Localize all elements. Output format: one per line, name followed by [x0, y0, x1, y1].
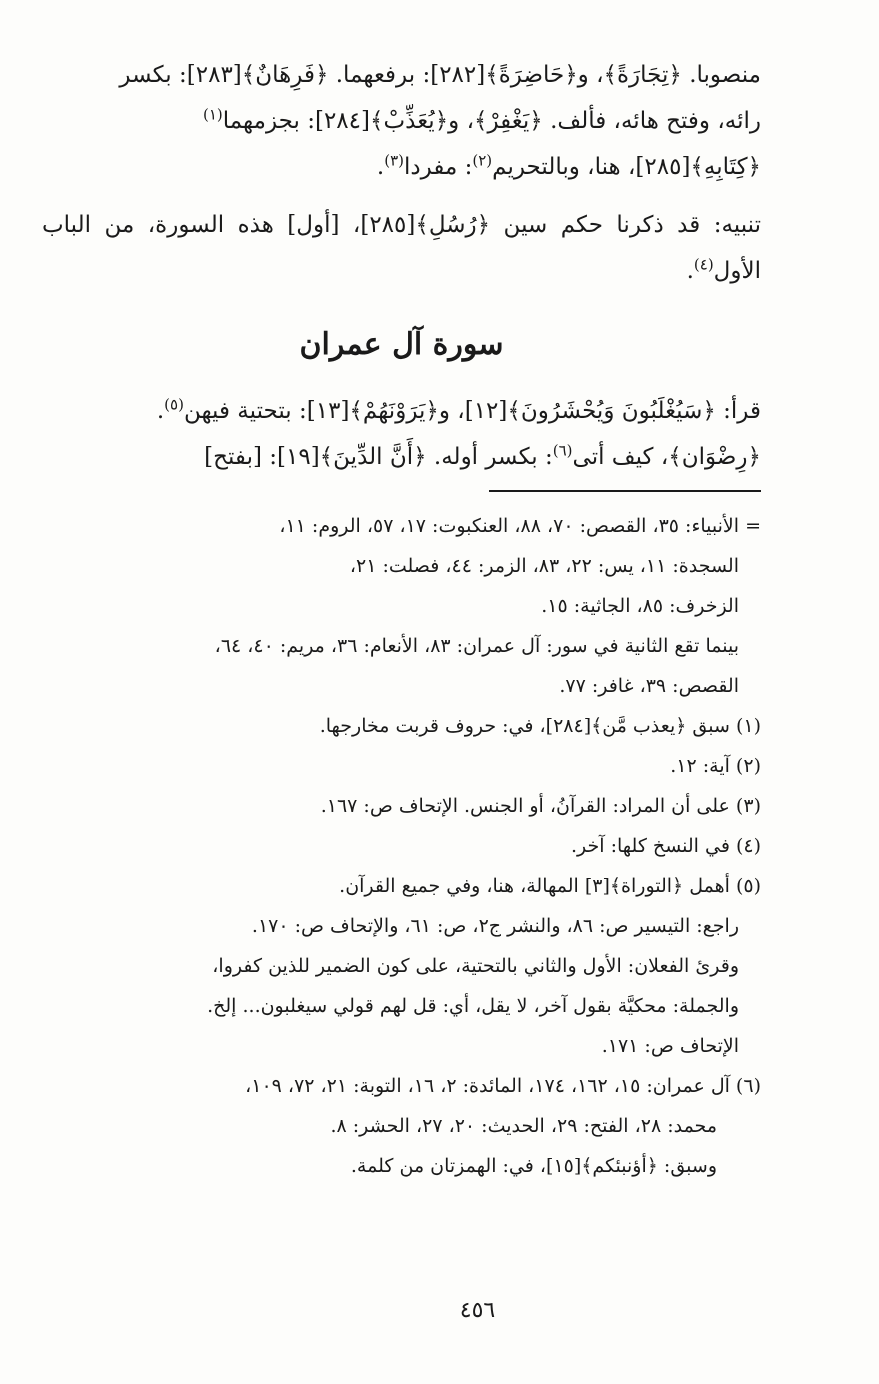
footnote-line: راجع: التيسير ص: ٨٦، والنشر ج٢، ص: ٦١، والإتحاف ص: ١٧٠.	[251, 915, 739, 937]
paragraph-readings-aal-imran	[42, 388, 761, 480]
footnote-line: بينما تقع الثانية في سور: آل عمران: ٨٣، الأنعام: ٣٦، مريم: ٤٠، ٦٤،	[214, 635, 739, 657]
footnote-line: وقرئ الفعلان: الأول والثاني بالتحتية، على كون الضمير للذين كفروا،	[212, 955, 739, 977]
footnote-ref: (٢)	[472, 151, 493, 170]
footnote-line: (٣) على أن المراد: القرآنُ، أو الجنس. الإتحاف ص: ١٦٧.	[320, 795, 761, 817]
footnote-ref: (٦)	[552, 441, 573, 460]
text-line: رائه، وفتح هائه، فألف. ﴿يَغْفِرْ﴾، و﴿يُعَذِّبْ﴾[٢٨٤]: بجزمهما	[222, 108, 761, 134]
note-end: .	[686, 258, 694, 284]
page	[42, 52, 761, 1186]
footnote-ref: (٤)	[693, 255, 714, 274]
text-line: قرأ: ﴿سَيُغْلَبُونَ وَيُحْشَرُونَ﴾[١٢]، و﴿يَرَوْنَهُمْ﴾[١٣]: بتحتية فيهن	[183, 398, 761, 424]
footnote-line: (٢) آية: ١٢.	[670, 755, 761, 777]
paragraph-note	[42, 202, 761, 294]
text-line: : مفردا	[404, 154, 473, 180]
footnote-line: القصص: ٣٩، غافر: ٧٧.	[559, 675, 739, 697]
main-text-aal-imran	[42, 388, 761, 480]
footnote-line: (٤) في النسخ كلها: آخر.	[571, 835, 761, 857]
text-line: .	[376, 154, 385, 180]
surah-heading: سورة آل عمران	[299, 327, 504, 362]
footnote-ref: (١)	[202, 105, 223, 124]
text-line: ﴿كِتَابِهِ﴾[٢٨٥]، هنا، وبالتحريم	[492, 154, 761, 180]
footnote-separator-wrap	[42, 480, 761, 506]
footnote-separator	[489, 490, 761, 492]
footnote-line: (١) سبق ﴿يعذب مَّن﴾[٢٨٤]، في: حروف قربت مخارجها.	[319, 715, 761, 737]
footnote-line: = الأنبياء: ٣٥، القصص: ٧٠، ٨٨، العنكبوت: ١٧، ٥٧، الروم: ١١،	[279, 515, 761, 537]
note-text: تنبيه: قد ذكرنا حكم سين ﴿رُسُلِ﴾[٢٨٥]، [أول] هذه السورة، من الباب الأول	[42, 212, 761, 284]
footnote-line: والجملة: محكيَّة بقول آخر، لا يقل، أي: قل لهم قولي سيغلبون... إلخ.	[207, 995, 739, 1017]
footnotes	[42, 506, 761, 1186]
footnote-line: الزخرف: ٨٥، الجاثية: ١٥.	[541, 595, 739, 617]
paragraph-readings-baqara	[42, 52, 761, 190]
text-line: منصوبا. ﴿تِجَارَةً﴾، و﴿حَاضِرَةً﴾[٢٨٢]: برفعهما. ﴿فَرِهَانٌ﴾[٢٨٣]: بكسر	[119, 62, 761, 88]
footnote-line: (٦) آل عمران: ١٥، ١٦٢، ١٧٤، المائدة: ٢، ١٦، التوبة: ٢١، ٧٢، ١٠٩،	[245, 1075, 761, 1097]
footnote-line: السجدة: ١١، يس: ٢٢، ٨٣، الزمر: ٤٤، فصلت: ٢١،	[349, 555, 739, 577]
text-line: : بكسر أوله. ﴿أَنَّ الدِّينَ﴾[١٩]: [بفتح]	[204, 444, 553, 470]
footnote-line: وسبق: ﴿أؤنبئكم﴾[١٥]، في: الهمزتان من كلمة.	[350, 1155, 717, 1177]
footnote-ref: (٣)	[384, 151, 405, 170]
main-text	[42, 52, 761, 294]
text-line: ﴿رِضْوَان﴾، كيف أتى	[572, 444, 761, 470]
footnote-ref: (٥)	[164, 395, 184, 414]
page-number: ٤٥٦	[459, 1298, 496, 1323]
footnote-line: محمد: ٢٨، الفتح: ٢٩، الحديث: ٢٠، ٢٧، الحشر: ٨.	[330, 1115, 717, 1137]
text-line: .	[156, 398, 165, 424]
footnote-line: الإتحاف ص: ١٧١.	[601, 1035, 739, 1057]
footnote-line: (٥) أهمل ﴿التوراة﴾[٣] المهالة، هنا، وفي جميع القرآن.	[339, 875, 761, 897]
